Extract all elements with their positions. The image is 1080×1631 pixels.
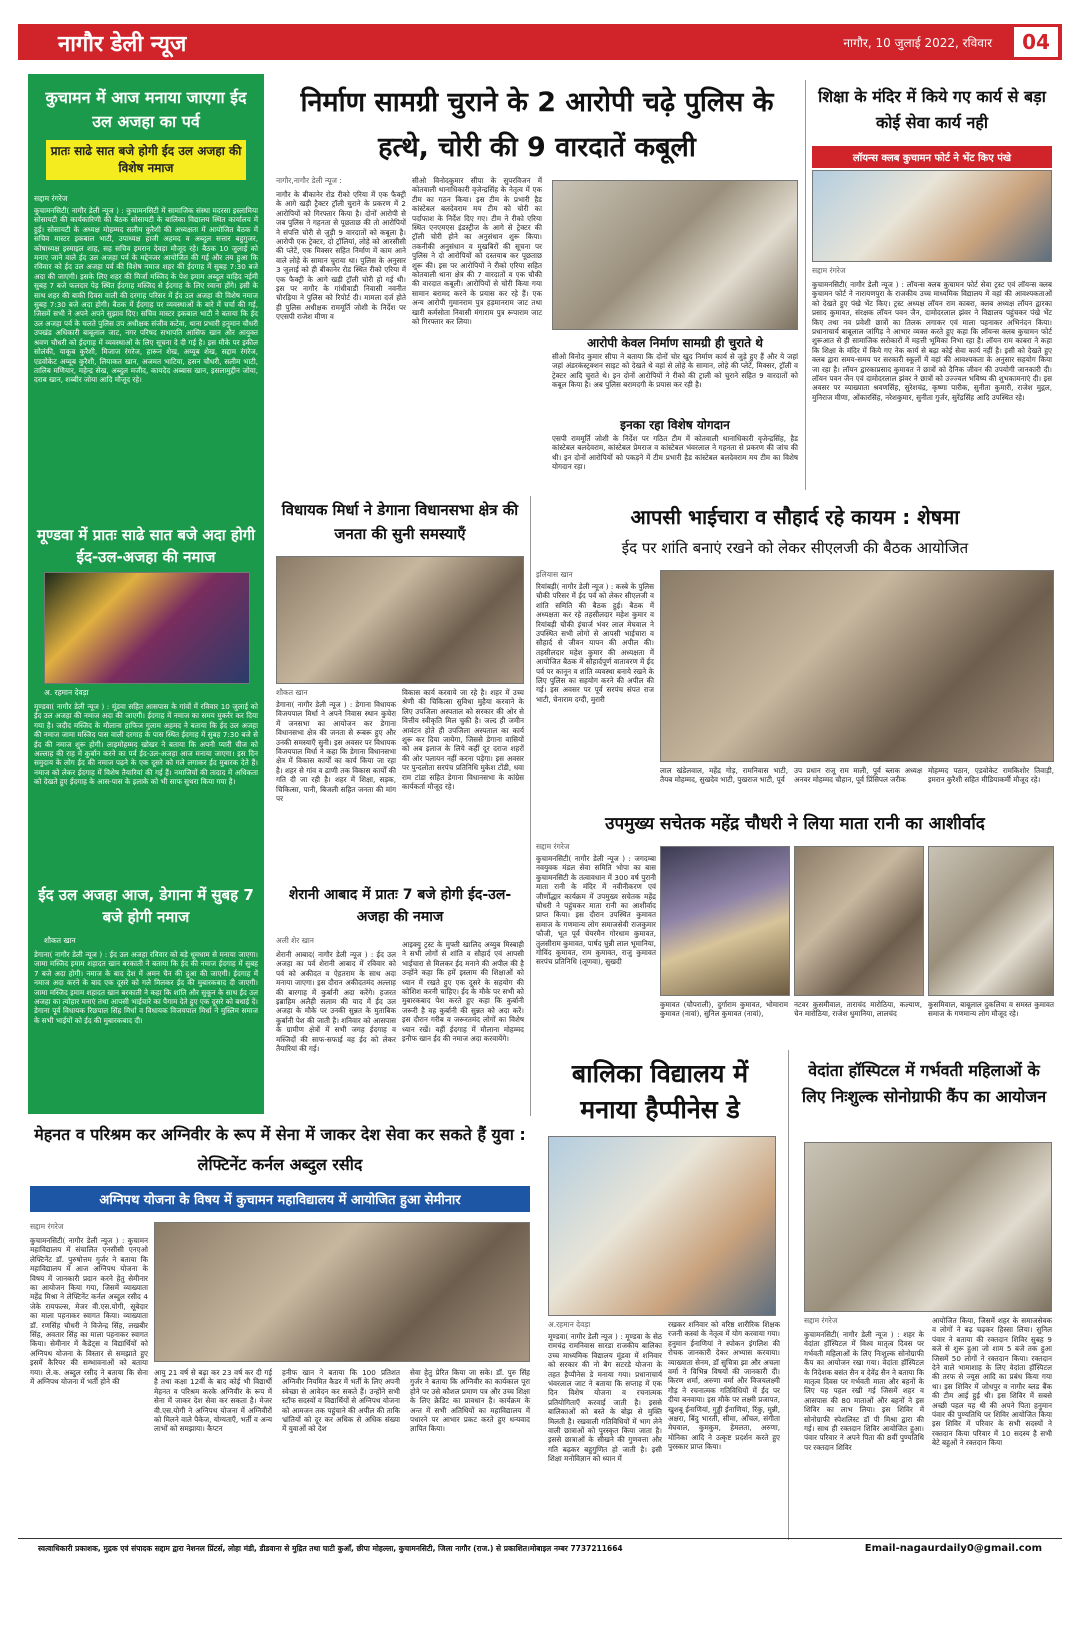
top-photo-text: सीओ विनोद कुमार सीपा ने बताया कि दोनों चोर खुद निर्माण कार्य से जुड़े हुए हैं और ये जहां जहां अंडरकंस्ट्रक्शन साइट को देखते थे वहां से लोहे के सामान, लोहे की प्लेटें, मिक्सर, ट्रॉली व ट्रेक्टर आदि चुराते थे। इन दोनों आरोपियों ने रीको की ट्राली को चुराने सहित 9 वारदातों को कबूल किया है। अब पुलिस बरामदगी के प्रयास कर रही है।	[552, 352, 801, 390]
center-headline: आपसी भाईचारा व सौहार्द रहे कायम : शेषमा	[630, 505, 960, 529]
masthead	[18, 24, 1062, 60]
left-headline-3: ईद उल अजहा आज, डेगाना में सुबह 7 बजे होगी नमाज	[38, 886, 254, 926]
mosque-photo	[44, 572, 250, 684]
girls-headline: बालिका विद्यालय में मनाया हैप्पीनेस डे	[571, 1059, 749, 1124]
rt-byline: सद्दाम रंगरेज	[812, 266, 846, 275]
top-photo-caption: आरोपी केवल निर्माण सामग्री ही चुराते थे	[587, 336, 763, 350]
temple-event-photo-2	[794, 846, 924, 996]
lions-club-photo	[812, 170, 1052, 262]
top-byline: नागौर,नागौर डेली न्यूज :	[276, 176, 342, 185]
top-sub2-text: एसपी राममूर्ति जोशी के निर्देश पर गठित टीम में कोतवाली थानाधिकारी वृजेन्द्रसिंह, हैड कांस्टेबल बलदेवराम, कांस्टेबल प्रेमराज व कांस्टेबल भंवरलाल ने गहनता से प्रकरण की जांच की थी। इन दोनों आरोपियों को पकड़ने में टीम प्रभारी हैड कांस्टेबल बलदेवराम मय टीम का विशेष योगदान रहा।	[552, 434, 801, 472]
footer-imprint: स्वत्वाधिकारी प्रकाशक, मुद्रक एवं संपादक सद्दाम द्वारा नेशनल प्रिंटर्स, लोहा मंडी, डीडवाना से मुद्रित तथा घाटी कुआँ, छीपा मोहल्ला, कुचामनसिटी, जिला नागौर (राज.) से प्रकाशित।मोबाइल नम्बर 7737211664	[38, 1544, 623, 1553]
left-body-1: कुचामनसिटी( नागौर डेली न्यूज ) : कुचामनसिटी में सामाजिक संस्था मदरसा इस्लामिया सोसायटी की कार्यकारिणी की बैठक सोसायटी के बालिका विद्यालय स्थित कार्यालय में हुई। सोसायटी के अध्यक्ष मोहम्मद सलीम कुरैशी की अध्यक्षता में आयोजित बैठक में सचिव मास्टर इकबाल भाटी, उपाध्यक्ष हाजी अहमद व अब्दुल सत्तार बहुगुजर, कोषाध्यक्ष इस्माइल शाह, सह सचिव इमरान देवड़ा मौजूद रहे। बैठक 10 जुलाई को मनाए जाने वाले ईद उल अजहा पर्व के मद्देनजर आयोजित की गई और तय हुआ कि रविवार को ईद उल अजहा पर्व की विशेष नमाज शहर की ईदगाह में सुबह 7:30 बजे अदा की जाएगी। इसके लिए शहर की मिर्जा मस्जिद के पेश इमाम अब्दुल वाहिद नईमी सुबह 7 बजे फलदार पेड़ स्थित ईदगाह मस्जिद से ईदगाह के लिए रवाना होंगे। इसी के साथ शहर की बाकी दिवस वाली की दरगाह परिसर में ईद उल अजहा की विशेष नमाज सुबह 7:30 बजे अदा होगी। बैठक में ईदगाह पर व्यवस्थाओं के बारे में चर्चा की गई, जिसमें सभी ने अपने अपने सुझाव दिए। सचिव मास्टर इकबाल भाटी ने बताया कि ईद उल अजहा पर्व के चलते पुलिस उप अधीक्षक संजीव कटेवा, थाना प्रभारी हनुमान चौधरी उपखंड अधिकारी बाबूलाल जाट, नगर परिषद सभापति आसिफ खान और आयुक्त श्रवण चौधरी को ईदगाह में व्यवस्थाओं के लिए सूचना दे दी गई है। इस मौके पर इकील सोलंकी, याकूब कुरैशी, मिजाज रंगरेज, हारून शेख, अय्यूब शेख, सद्दाम रंगरेज, एडवोकेट अय्यूब कुरैशी, लियाकत खान, अजमत भाटिया, हसन चौधरी, सलीम भाटी, तालिब मणियार, महेन्द्र सेख, अब्दुल मजीद, कायदेद अब्बास खान, इसलामुद्दीन जोया, दराब खान, शब्बीर जोया आदि मौजूद रहे।	[34, 206, 261, 385]
army-body-3: हनीफ खान ने बताया कि 100 प्रतिशत अग्निवीर नियमित कैडर में भर्ती के लिए अपनी स्वेच्छा से आवेदन कर सकते हैं। उन्होंने सभी स्टॉफ सदस्यों व विद्यार्थियों से अग्निपथ योजना को आमजन तक पहुंचाने की अपील की ताकि भ्रांतियों को दूर कर अधिक से अधिक संख्या में युवाओं को देश	[282, 1368, 403, 1434]
left-sub-1: प्रातः साढे सात बजे होगी ईद उल अजहा की विशेष नमाज	[46, 140, 246, 180]
mid-headline: विधायक मिर्धा ने डेगाना विधानसभा क्षेत्र की जनता की सुनी समस्याएँ	[281, 501, 519, 543]
mid-byline-2: अली शेर खान	[276, 936, 314, 945]
girls-body-2: रखकर शनिवार को वरिष्ठ शारीरिक शिक्षक रजनी कस्वां के नेतृत्व में योग करवाया गया। हनुमान ईनाणियां ने स्पोकन इंगलिश की रोचक जानकारी देकर अभ्यास करवाया। व्याख्याता सेनम, डॉ सुचित्रा झा और अचला वर्मा ने विभिन्न विषयों की जानकारी दी। किरण शर्मा, अरुणा वर्मा और विजयलक्ष्मी गौड़ ने रचनात्मक गतिविधियों में ईद पर दीया बनवाया। इस मौके पर लक्ष्मी प्रजापत, खुशबू ईनाणियां, गुड्डी ईनाणियां, रिंकु, मुन्नी, अक्षरा, बिंदु भारती, सीमा, आँचल, संगीता मेघवाल, कुमकुम, हेमलता, अरुणा, मोनिका आदि ने उत्कृष्ट प्रदर्शन करते हुए पुरस्कार प्राप्त किया।	[668, 1320, 783, 1452]
footer-email[interactable]: Email-nagaurdaily0@gmail.com	[864, 1543, 1042, 1554]
left-body-3: डेगाना( नागौर डेली न्यूज ) : ईद उल अजहा रविवार को बड़े धूमधाम से मनाया जाएगा। जामा मस्जिद इमाम शहादत खान बरकाती ने बताया कि ईद की नमाज ईदगाह में सुबह 7 बजे अदा होगी। नमाज के बाद देश में अमन चैन की दुआ की जाएगी। ईदगाह में नमाज अदा करने के बाद एक दूसरे को गले मिलकर ईद की मुबारकबाद दी जाएगी। जामा मस्जिद इमाम शहादत खान बरकाती ने कहा कि शांति और सुकून के साथ ईद उल अजहा का त्योहार मनाएं तथा आपसी भाईचारे का पैगाम देते हुए एक दूसरे को बधाई दें। डेगाना पूर्व विधायक रिछपाल सिंह मिर्धा व विधायक विजयपाल मिर्धा ने मुस्लिम समाज के सभी भाईयों को ईद की मुबारकबाद दी।	[34, 950, 261, 1025]
army-headline: मेहनत व परिश्रम कर अग्निवीर के रूप में सेना में जाकर देश सेवा कर सकते हैं युवा : लेफ्टिनेंट कर्नल अब्दुल रसीद	[34, 1125, 526, 1174]
top-body-2: सीओ विनोदकुमार सीपा के सुपरविजन में कोतवाली थानाधिकारी वृजेन्द्रसिंह के नेतृत्व में एक टीम का गठन किया। इस टीम के प्रभारी हैड कांस्टेबल बलदेवराम मय टीम को चोरी का पर्दाफाश के निर्देश दिए गए। टीम ने रीको एरिया स्थित एनएमएस इंडस्ट्रीज के आगे से ट्रेक्टर की ट्रॉली चोरी होने का अनुसंधान शुरू किया। तकनीकी अनुसंधान व मुखबिरों की सूचना पर पुलिस ने दो आरोपियों को दस्तयाब कर पूछताछ शुरू की। इस पर आरोपियों ने रीको एरिया सहित कोतवाली थाना क्षेत्र की 7 वारदातों व एक चौकी की वारदात कबूली। आरोपियों से चोरी किया गया सामान बरामद करने के प्रयास कर रहे हैं। एक अन्य आरोपी गुमानराम पुत्र हड़मानराम जाट तथा खारी कर्मसोता निवासी मंगाराम पुत्र रूपाराम जाट को गिरफ्तार कर लिया।	[412, 176, 545, 327]
top-sub2: इनका रहा विशेष योगदान	[620, 418, 730, 432]
vedanta-body-1: कुचामनसिटी( नागौर डेली न्यूज ) : शहर के वेदांता हॉस्पिटल में विश्व मातृत्व दिवस पर गर्भवती महिलाओं के लिए निःशुल्क सोनोग्राफी कैंप का आयोजन रखा गया। वेदांता हॉस्पिटल के निदेशक बसंत सैन व देवेंद्र सैन ने बताया कि मातृत्व दिवस पर गर्भवती माता और बहनों के लिए यह पहल रखी गई जिसमें शहर व आसपास की 80 माताओं और बहनों ने इस शिविर का लाभ लिया। इस शिविर में सोनोग्राफी स्पेशलिस्ट डॉ पी मिश्रा द्वारा की गई। साथ ही रक्तदान शिविर आयोजित हुआ। पंवार परिवार ने अपने पिता की 8वीं पुण्यतिथि पर रक्तदान शिविर	[804, 1330, 927, 1452]
police-arrest-photo	[552, 180, 798, 330]
dateline: नागौर, 10 जुलाई 2022, रविवार	[843, 36, 992, 50]
page-number: 04	[1014, 27, 1058, 57]
center-body: रियांबड़ी( नागौर डेली न्यूज ) : कस्बे के पुलिस चौकी परिसर में ईद पर्व को लेकर सीएलजी व शांति समिति की बैठक हुई। बैठक में अध्यक्षता कर रहे तहसीलदार महेश कुमार व रियांबड़ी चौकी इंचार्ज भंवर लाल मेघवाल ने उपस्थित सभी लोगो से आपसी भाईचारा व सौहार्द से जीवन यापन की अपील की। तहसीलदार महेश कुमार की अध्यक्षता में आयोजित बैठक में सौहार्दपूर्ण वातावरण में ईद पर्व पर कानून व शांति व्यवस्था बनाये रखने के लिए पुलिस का सहयोग करने की अपील की गई। इस अवसर पर पूर्व सरपंच संपत राज भाटी, चेनाराम दग्दी, मुरारी	[536, 582, 657, 704]
center-caption-2: उप प्रधान राजू राम माली, पूर्व ब्लाक अध्यक्ष अनवर मोहम्मद चौहान, पूर्व प्रिंसिपल जरीक	[794, 766, 925, 785]
paper-name: नागौर डेली न्यूज	[58, 32, 187, 57]
center-sub: ईद पर शांति बनाएं रखने को लेकर सीएलजी की बैठक आयोजित	[621, 539, 969, 557]
chief-caption-3: कुसमिवाल, बाबूलाल दुकलिया व समस्त कुमावत समाज के गणमान्य लोग मौजूद रहे।	[928, 1000, 1057, 1019]
mid-body-1: डेगाना( नागौर डेली न्यूज ) : डेगाना विधायक विजयपाल मिर्धा ने अपने निवास स्थान कुचेरा में जनसभा का आयोजन कर डेगाना विधानसभा क्षेत्र की जनता से रूबरू हुए और उनकी समस्याएँ सुनी। इस अवसर पर विधायक विजयपाल मिर्धा ने कहा कि डेगाना विधानसभा क्षेत्र में विकास कार्यों का कार्य किया जा रहा है। शहर से गांव व ढाणी तक विकास कार्यों की गति दी जा रही है। शहर में शिक्षा, सड़क, चिकित्सा, पानी, बिजली सहित जनता की मांग पर	[276, 700, 399, 804]
girls-body-1: मूण्डवा( नागौर डेली न्यूज ) : मूण्डवा के सेठ रामचंद्र रामनिवास सारडा राजकीय बालिका उच्च माध्यमिक विद्यालय मूंडवा में शनिवार को सरकार की नो बैग सटरडे योजना के तहत हैप्पीनेस डे मनाया गया। प्रधानाचार्य भंवरलाल जाट ने बताया कि सप्ताह में एक दिन विशेष योजना व रचनात्मक प्रतियोगिताएँ करवाई जाती है। इससे बालिकाओं को बस्ते के बोझ से मुक्ति मिलती है। रखवाली गतिविधियों में भाग लेने वाली छात्राओं को पुरस्कृत किया जाता है। इससे छात्राओं के सीखने की गुणवत्ता और गति बढ़कर बहुगुणित हो जाती है। इसी शिक्षा मनोविज्ञान को ध्यान में	[548, 1332, 665, 1464]
rt-banner: लॉयन्स क्लब कुचामन फोर्ट ने भेंट किए पंखे	[812, 146, 1052, 168]
vedanta-headline: वेदांता हॉस्पिटल में गर्भवती महिलाओं के लिए निःशुल्क सोनोग्राफी कैंप का आयोजन	[801, 1061, 1047, 1106]
blood-camp-photo	[804, 1142, 1052, 1312]
left-byline-3: शौकत खान	[44, 936, 76, 945]
left-byline-2: अ. रहमान देवड़ा	[44, 688, 89, 697]
top-body-1: नागौर के बीकानेर रोड रीको एरिया में एक फैक्ट्री के आगे खड़ी ट्रैक्टर ट्रॉली चुराने के प्रकरण में 2 आरोपियों को गिरफ्तार किया है। दोनों आरोपी से जब पुलिस ने गहनता से पूछताछ की तो आरोपियों ने संपत्ति चोरी से जुड़ी 9 वारदातों को कबूला है। आरोपी एक ट्रेक्टर, दो ट्रॉलियां, लोहे को आरसीसी की प्लेटें, एक मिक्सर सहित निर्माण में काम आने वाले लोहे के सामान चुराया था। पुलिस के अनुसार 3 जुलाई को ही बीकानेर रोड स्थित रीको एरिया में एक फैक्ट्री के आगे खड़ी ट्रॉली चोरी हो गई थी। इस पर नागौर के गांधीवाडी निवासी नवनीत चौरड़िया ने पुलिस को रिपोर्ट दी। मामला दर्ज होते ही पुलिस अधीक्षक राममूर्ति जोशी के निर्देश पर एएसपी राजेश मीणा व	[276, 190, 409, 322]
chief-caption-1: कुमावत (चौपराली), दुर्गाराम कुमावत, भोमाराम कुमावत (नावां), सुनिल कुमावत (नावां),	[660, 1000, 791, 1019]
chief-headline: उपमुख्य सचेतक महेंद्र चौधरी ने लिया माता रानी का आशीर्वाद	[605, 814, 985, 834]
rt-body: कुचामनसिटी( नागौर डेली न्यूज ) : लॉयन्स क्लब कुचामन फोर्ट सेवा ट्रस्ट एवं लॉयन्स क्लब कुचामन फोर्ट ने नारायणपुरा के राजकीय उच्च माध्यमिक विद्यालय में वहां की आवश्यकताओं को देखते हुए पंखे भेंट किए। ट्रस्ट अध्यक्ष लॉयन राम काबरा, क्लब अध्यक्ष लॉयन द्वारका प्रसाद कुमावत, संरक्षक लॉयन पवन जैन, दामोदरलाल झंवर ने विद्यालय पहुंचकर पंखे भेंट किए तथा नव प्रवेशी छात्रों का तिलक लगाकर एवं माला पहनाकर अभिनंदन किया। प्रधानाचार्य बाबूलाल जांगिड़ ने आभार व्यक्त करते हुए कहा कि लॉयन्स क्लब कुचामन फोर्ट शुरूआत से ही सामाजिक सरोकारों में महत्ती भूमिका निभा रहा है। लॉयन राम काबरा ने कहा कि शिक्षा के मंदिर में किये गए नेक कार्य से बढ़ा कोई सेवा कार्य नहीं है। इसी को देखते हुए क्लब द्वारा समय-समय पर सरकारी स्कूलों में वहां की आवश्यकता के अनुसार सहयोग किया जा रहा है। लॉयन द्वारकाप्रसाद कुमावत ने छात्रों को दैनिक जीवन की उपयोगी जानकारी दी। लॉयन पवन जैन एवं दामोदरलाल झंवर ने छात्रों को उज्ज्वल भविष्य की शुभकामनाएं दी। इस अवसर पर व्याख्याता श्रवणसिंह, सुरेशचंद्र, कृष्णा पारीक, सुनीता कुमारी, राजेश मुद्गल, मुनिराज मीणा, ओंकारसिंह, नरेशकुमार, सुनीता गुर्जर, सुरेंद्रसिंह आदि उपस्थित रहे।	[812, 280, 1055, 402]
army-banner: अग्निपथ योजना के विषय में कुचामन महाविद्यालय में आयोजित हुआ सेमीनार	[30, 1186, 530, 1212]
chief-byline: सद्दाम रंगरेज	[536, 842, 570, 851]
temple-event-photo-1	[660, 846, 790, 996]
army-byline: सद्दाम रंगरेज	[30, 1222, 64, 1231]
left-column	[28, 74, 264, 1114]
mid-body-4: आइक्यु ट्रस्ट के मुफ्ती खालिद अय्युब मिस्बाही ने सभी लोगों से शांति व सौहार्द एवं आपसी भाईचारा से मिलकर ईद मनाने की अपील की है उन्होंने कहा कि हमें इस्लाम की शिक्षाओं को ध्यान में रखते हुए एक दूसरे के सहयोग की कोशिश करनी चाहिए। ईद के मौके पर सभी को मुबारकबाद पेश करते हुए कहा कि कुर्बानी जरूरी है वह कुर्बानी की सुन्नत को अदा करें। इस दौरान गरीब व जरूरतमंद लोगों का विशेष ध्यान रखें। वहीं ईदगाह में मौलाना मोहम्मद इनौफ खान ईद की नमाज अदा करवायेंगे।	[402, 940, 527, 1044]
rt-headline: शिक्षा के मंदिर में किये गए कार्य से बड़ा कोई सेवा कार्य नही	[818, 87, 1046, 132]
chief-body: कुचामनसिटी( नागौर डेली न्यूज ) : जगदम्बा नवयुवक मंडल सेवा समिति भोपा का बास कुचामनसिटी के तत्वावधान में 300 वर्ष पुरानी माता रानी के मंदिर में नवीनीकरण एवं जीर्णोद्धार कार्यक्रम में उपमुख्य सचेतक महेंद्र चौधरी ने पहुंचकर माता रानी का आशीर्वाद प्राप्त किया। इस दौरान उपस्थित कुमावत समाज के गणमान्य लोग समाजसेवी राजकुमार फौजी, भूत पूर्व चेयरमैन गोरधाम कुमावत, तुलसीराम कुमावत, पार्षद चुन्नी लाल भूमानिया, गोविंद कुमावत, राम कुमावत, राजु कुमावत सरपंच प्रतिनिधि (लूणवा), सुखदी	[536, 854, 659, 967]
army-body-4: सेवा हेतु प्रेरित किया जा सके। डॉ. पुरु सिंह गुर्जर ने बताया कि अग्निवीर का कार्यकाल पूरा होने पर उसे कौशल प्रमाण पत्र और उच्च शिक्षा के लिए क्रेडिट का प्रावधान है। कार्यक्रम के अन्त में सभी अतिथियों का महाविद्यालय में पधारने पर आभार प्रकट करते हुए धन्यवाद ज्ञापित किया।	[410, 1368, 533, 1434]
left-headline-1: कुचामन में आज मनाया जाएगा ईद उल अजहा का पर्व	[45, 88, 247, 131]
army-body-1: कुचामनसिटी( नागौर डेली न्यूज ) : कुचामन महाविद्यालय में संचालित एनसीसी एनएओ लेफ्टिनेंट डॉ. पुरुषोत्तम गुर्जर ने बताया कि महाविद्यालय में आज अग्निपथ योजना के विषय में जानकारी प्रदान करने हेतु सेमीनार का आयोजन किया गया, जिसमें व्याख्याता महेंद्र मिश्रा ने लेफ्टिनेंट कर्नल अब्दुल रसीद 4 जेके रायफल्स, मेजर वी.एस.योगी, सूबेदार का माला पहनाकर स्वागत किया। व्याख्याता डॉ. रणसिंह चौधरी ने विजेन्द्र सिंह, लखबीर सिंह, अवतार सिंह का माला पहनाकर स्वागत किया। सेमीनार में कैडेट्स व विद्यार्थियों को अग्निपथ योजना के विस्तार से समझाते हुए इसमें कैरियर की सम्भावनाओं को बताया गया। ले.क. अब्दुल रसीद ने बताया कि सेना में अग्निपथ योजना में भर्ती होने की	[30, 1236, 151, 1387]
center-caption-3: मोहम्मद पठान, एडवोकेट रामकिशोर तिवाड़ी, इमरान कुरैशी सहित मीडियाकर्मी मौजूद रहे।	[928, 766, 1057, 785]
left-body-2: मूण्डवा( नागौर डेली न्यूज ) : मूंडवा सहित आसपास के गांवों में रविवार 10 जुलाई को ईद उल अजहा की नमाज अदा की जाएगी। ईदगाह में नमाज का समय मुकर्रर कर दिया गया है। जदीद मस्जिद के मौलाना हाफिज गुलाम अहमद ने बताया कि ईद उल अजहा की नमाज जामा मस्जिद पास वाली दरगाह के पास स्थित ईदगाह में सुबह 7:30 बजे से ईद की नमाज शुरू होगी। लाइमोहम्मद खोखर ने बताया कि अपनी प्यारी चीज को अल्लाह की राह में कुर्बान करने का पर्व ईद-उल-अजहा आज मनाया जाएगा। इस दिन समुदाय के लोग ईद की नमाज पढ़ने के एक दूसरे को गले लगाकर ईद मुबारक देते हैं। नमाज को लेकर ईदगाह में विशेष तैयारियां की गई हैं। नमाजियों की तादाद में अधिकता को देखते हुए ईदगाह के आस-पास के इलाके को भी साफ सुथरा किया गया है।	[34, 702, 261, 787]
mid-byline: शौकत खान	[276, 688, 308, 697]
clg-meeting-photo	[660, 570, 1054, 762]
top-headline: निर्माण सामग्री चुराने के 2 आरोपी चढ़े पुलिस के हत्थे, चोरी की 9 वारदातें कबूली	[300, 87, 774, 163]
mid-body-3: शेरानी आबाद( नागौर डेली न्यूज ) : ईद उल अजहा का पर्व शेरानी आबाद में रविवार को पर्व को अकीदत व ऐहतराम के साथ अदा मनाया जाएगा। इस दौरान अकीदतमंद अल्लाह की बारगाह में कुर्बानी अदा करेंगे। हजरत इब्राहिम अलैही सलाम की याद में ईद उल अजहा के मौके पर उनकी सुन्नत के मुताबिक कुर्बानी पेश की जाती है। शनिवार को आसपास के ग्रामीण क्षेत्रों में सभी जगह ईदगाह व मस्जिदों की साफ-सफाई वह ईद को लेकर तैयारियां की गई।	[276, 950, 399, 1054]
center-byline: इलियास खान	[536, 570, 573, 579]
girls-byline: अ.रहमान देवड़ा	[548, 1320, 591, 1329]
seminar-photo	[154, 1222, 530, 1362]
mid-headline-2: शेरानी आबाद में प्रातः 7 बजे होगी ईद-उल-अजहा की नमाज	[288, 887, 512, 925]
center-caption-1: लाल खंडेलवाल, महेंद्र गोड़, रामनिवास भाटी, तैयब मोहम्मद, सुखदेव भाटी, पुखराज भाटी, पूर्व	[660, 766, 791, 785]
left-headline-2: मूण्डवा में प्रातः साढे सात बजे अदा होगी ईद-उल-अजहा की नमाज	[36, 526, 256, 566]
vedanta-body-2: आयोजित किया, जिसमें शहर के समाजसेवक व लोगों ने बढ़ चढ़कर हिस्सा लिया। सुनिल पंवार ने बताया की रक्तदान शिविर सुबह 9 बजे से शुरू हुआ जो शाम 5 बजे तक हुआ जिसमें 50 लोगों ने रक्तदान किया। रक्तदान देने वाले भामाशाह के लिए वेदांता हॉस्पिटल की तरफ से ज्यूस आदि का प्रबंध किया गया था। इस शिविर में जोधपुर व नागौर ब्लड बैंक की टीम आई हुई थी। इस शिविर में सबसे अच्छी पहल यह थी की अपने पिता हनुमान पंवार की पुण्यतिथि पर शिविर आयोजित किया इस शिविर में परिवार के सभी सदस्यों ने रक्तदान किया परिवार में 10 सदस्य है सभी बेटे बहुओं ने रक्तदान किया	[932, 1316, 1055, 1448]
mla-meeting-photo	[276, 556, 524, 684]
happiness-day-photo	[548, 1136, 776, 1316]
army-body-2: आयु 21 वर्ष से बढ़ा कर 23 वर्ष कर दी गई है तथा कक्षा 12वीं के बाद कोई भी विद्यार्थी मेहनत व परिश्रम करके अग्निवीर के रूप में सेना में जाकर देश सेवा कर सकता है। मेजर वी.एस.योगी ने अग्निपथ योजना में अग्निवीरों को मिलने वाले पैकेज, योग्यताएँ, भर्ती व अन्य लाभों को समझाया। कैप्टन	[154, 1368, 275, 1434]
footer	[18, 1538, 1062, 1562]
mid-body-2: विकास कार्य करवाये जा रहे है। शहर में उच्च श्रेणी की चिकित्सा सुविधा मुहैया करवाने के लिए उपजिला अस्पताल को सरकार की ओर से वित्तीय स्वीकृति मिल चुकी है। जल्द ही जमीन आवंटन होते ही उपजिला अस्पताल का कार्य शुरू कर दिया जायेगा, जिससे डेगाना वासियों को अब इलाज के लिये कहीं दूर दराज शहरों की ओर पलायन नहीं करना पड़ेगा। इस अवसर पर पुन्दलोता सरपंच प्रतिनिधि मुकेश टोंडी, धवा राम टांडा सहित डेगाना विधानसभा के कांग्रेस कार्यकर्ता मौजूद रहे।	[402, 688, 527, 792]
vedanta-byline: सद्दाम रंगरेज	[804, 1316, 838, 1325]
chief-caption-2: नटवर कुसमीवाल, ताराचंद मारोठिया, कल्याण, चेन मारोठिया, राजेश धुमानिया, लालचंद	[794, 1000, 925, 1019]
left-byline-1: सद्दाम रंगरेज	[34, 194, 68, 203]
temple-event-photo-3	[928, 846, 1054, 996]
